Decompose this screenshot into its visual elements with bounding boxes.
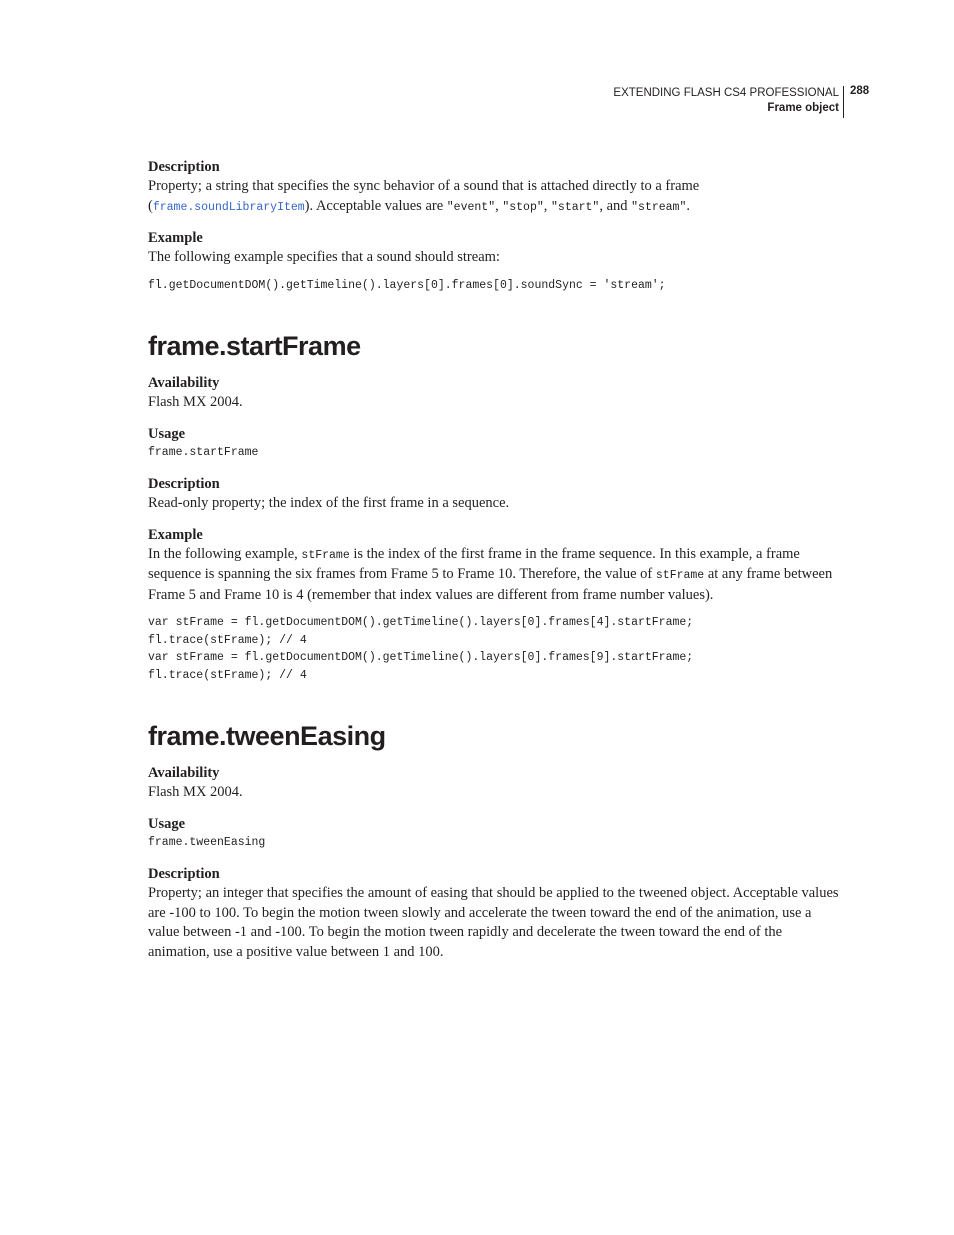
availability-text: Flash MX 2004. <box>148 784 243 800</box>
value-stop: "stop" <box>502 200 544 214</box>
section-heading-start-frame: frame.startFrame <box>148 331 361 361</box>
separator: , and <box>599 197 632 214</box>
page-number: 288 <box>850 85 870 97</box>
value-stream: "stream" <box>631 200 687 214</box>
inline-code-stframe: stFrame <box>655 569 705 582</box>
description-heading: Description <box>148 159 220 175</box>
description-text: Read-only property; the index of the first frame in a sequence. <box>148 495 510 511</box>
value-event: "event" <box>446 200 496 214</box>
description-text: Property; an integer that specifies the amount of easing that should be applied to the tweened object. Acceptable values are -100 to 100. To begin the motion tween slowly and accelerate the tween toward the end of the animation, use a value between -1 and -100. To begin the motion tween rapidly and decelerate the tween toward the end of the animation, use a positive value between 1 and 100. <box>148 885 839 960</box>
availability-heading: Availability <box>148 375 220 391</box>
example-code-block <box>148 614 843 684</box>
book-title: EXTENDING FLASH CS4 PROFESSIONAL <box>613 87 839 99</box>
usage-code: frame.startFrame <box>148 445 259 459</box>
separator: , <box>543 197 552 214</box>
code-line: var stFrame = fl.getDocumentDOM().getTimeline().layers[0].frames[9].startFrame; <box>148 651 694 664</box>
description-heading: Description <box>148 866 220 882</box>
code-line: fl.trace(stFrame); // 4 <box>148 633 307 647</box>
example-text-3: at any frame between Frame 5 and Frame 10 is 4 (remember that index values are different from frame number values). <box>148 566 833 603</box>
example-paragraph <box>148 545 843 606</box>
separator: , <box>495 197 503 214</box>
description-text: Property; a string that specifies the sync behavior of a sound that is attached directly to a frame <box>148 178 700 194</box>
paren-open: ( <box>148 197 153 214</box>
value-start: "start" <box>551 200 600 214</box>
example-code: fl.getDocumentDOM().getTimeline().layers[0].frames[0].soundSync = 'stream'; <box>148 278 666 292</box>
example-text: The following example specifies that a sound should stream: <box>148 249 500 265</box>
code-line: fl.trace(stFrame); // 4 <box>148 668 307 682</box>
example-text-1: In the following example, <box>148 545 302 562</box>
inline-code-stframe: stFrame <box>301 548 350 562</box>
sound-library-item-link[interactable]: frame.soundLibraryItem <box>152 200 305 214</box>
period: . <box>686 197 690 214</box>
section-heading-tween-easing: frame.tweenEasing <box>148 721 386 751</box>
availability-text: Flash MX 2004. <box>148 394 243 410</box>
example-text-2: is the index of the first frame in the frame sequence. In this example, a frame sequence is spanning the six frames from Frame 5 to Frame 10. Therefore, the value of <box>148 545 800 582</box>
example-heading: Example <box>148 230 203 246</box>
running-header <box>613 86 844 118</box>
code-line: var stFrame = fl.getDocumentDOM().getTimeline().layers[0].frames[4].startFrame; <box>148 616 694 629</box>
page-content <box>148 158 843 962</box>
usage-heading: Usage <box>148 815 186 832</box>
usage-code: frame.tweenEasing <box>148 835 266 849</box>
availability-heading: Availability <box>148 765 220 781</box>
section-title: Frame object <box>767 102 839 114</box>
description-paragraph <box>148 177 843 217</box>
description-heading: Description <box>148 476 220 492</box>
usage-heading: Usage <box>148 425 186 442</box>
description-text-2: ). Acceptable values are <box>304 197 447 214</box>
example-heading: Example <box>148 526 203 543</box>
